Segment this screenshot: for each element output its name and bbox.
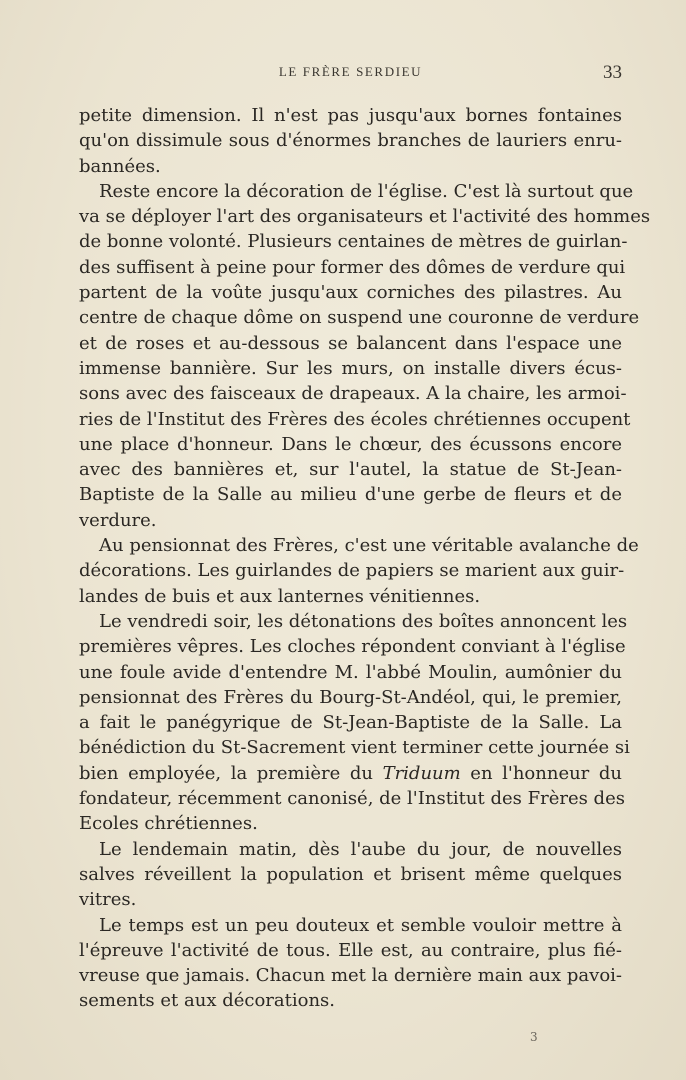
text-line: une foule avide d'entendre M. l'abbé Moulin, aumônier du <box>79 661 622 683</box>
text-line: Ecoles chrétiennes. <box>79 813 258 835</box>
text-line: Le lendemain matin, dès l'aube du jour, de nouvelles <box>99 838 622 860</box>
text-line: vreuse que jamais. Chacun met la dernière main aux pavoi- <box>79 965 622 987</box>
text-line: premières vêpres. Les cloches répondent conviant à l'église <box>79 636 626 658</box>
text-line: va se déployer l'art des organisateurs et l'activité des hommes <box>79 206 651 228</box>
text-line: immense bannière. Sur les murs, on installe divers écus- <box>79 357 622 379</box>
text-line: partent de la voûte jusqu'aux corniches des pilastres. Au <box>79 282 622 304</box>
text-line: des suffisent à peine pour former des dômes de verdure qui <box>79 256 626 278</box>
text-line: pensionnat des Frères du Bourg-St-Andéol, qui, le premier, <box>79 686 622 708</box>
page-number: 33 <box>603 62 622 83</box>
text-line: sons avec des faisceaux de drapeaux. A la chaire, les armoi- <box>79 383 627 405</box>
text-line: sements et aux décorations. <box>79 990 336 1012</box>
page-header <box>79 62 622 86</box>
text-line <box>79 761 622 786</box>
text-line: petite dimension. Il n'est pas jusqu'aux bornes fontaines <box>79 105 622 126</box>
text-line: l'épreuve l'activité de tous. Elle est, au contraire, plus fié- <box>79 939 622 961</box>
text-line: salves réveillent la population et brisent même quelques <box>79 863 622 885</box>
text-line: a fait le panégyrique de St-Jean-Baptiste de la Salle. La <box>79 712 622 734</box>
text-line: centre de chaque dôme on suspend une couronne de verdure <box>79 307 640 329</box>
running-head: LE FRÈRE SERDIEU <box>278 64 423 79</box>
text-line: Au pensionnat des Frères, c'est une véritable avalanche de <box>99 535 639 557</box>
text-line: et de roses et au-dessous se balancent dans l'espace une <box>79 332 622 354</box>
text-line: de bonne volonté. Plusieurs centaines de mètres de guirlan- <box>79 231 628 253</box>
text-line: verdure. <box>79 509 157 531</box>
text-line: Baptiste de la Salle au milieu d'une gerbe de fleurs et de <box>79 484 622 506</box>
text-line: décorations. Les guirlandes de papiers se marient aux guir- <box>79 560 625 582</box>
body-text <box>79 103 651 1014</box>
text-line: vitres. <box>79 889 137 911</box>
text-line: ries de l'Institut des Frères des écoles chrétiennes occupent <box>79 408 631 430</box>
text-line: Le temps est un peu douteux et semble vouloir mettre à <box>99 914 622 936</box>
text-span: bien employée, la première du <box>79 762 383 784</box>
text-line: bannées. <box>79 155 161 177</box>
text-span: en l'honneur du <box>460 762 622 784</box>
text-line: qu'on dissimule sous d'énormes branches de lauriers enru- <box>79 130 622 152</box>
text-line: Le vendredi soir, les détonations des boîtes annoncent les <box>99 610 628 632</box>
text-line: une place d'honneur. Dans le chœur, des écussons encore <box>79 433 622 455</box>
text-line: Reste encore la décoration de l'église. C'est là surtout que <box>99 180 634 202</box>
text-line: landes de buis et aux lanternes vénitiennes. <box>79 585 481 607</box>
text-line: bénédiction du St-Sacrement vient terminer cette journée si <box>79 737 630 759</box>
italic-word: Triduum <box>382 762 461 784</box>
text-line: avec des bannières et, sur l'autel, la statue de St-Jean- <box>79 459 622 481</box>
text-line: fondateur, récemment canonisé, de l'Institut des Frères des <box>79 788 625 810</box>
signature-mark: 3 <box>530 1030 538 1044</box>
